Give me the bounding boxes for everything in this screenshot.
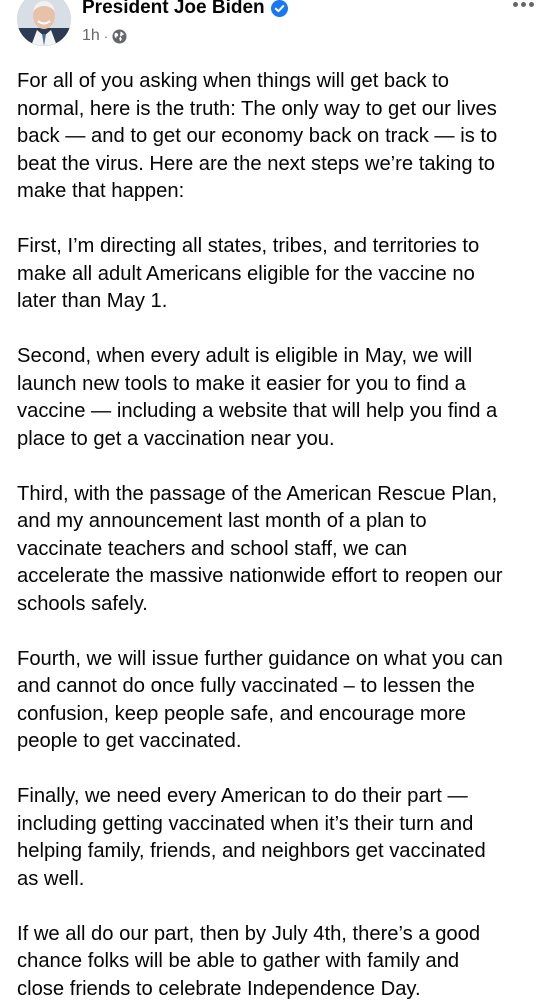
more-options-icon bbox=[521, 2, 526, 7]
post-paragraph: Second, when every adult is eligible in May, we will launch new tools to make it easier for you to find a vaccine — including a website that will help you find a place to get a vaccination near you. bbox=[17, 345, 498, 450]
post-paragraph: Finally, we need every American to do their part — including getting vaccinated when it’s their turn and helping family, friends, and neighbors get vaccinated as well. bbox=[17, 785, 486, 890]
post-paragraph: Third, with the passage of the American Rescue Plan, and my announcement last month of a plan to vaccinate teachers and school staff, we can accelerate the massive nationwide effort to reopen our schools safely. bbox=[17, 482, 503, 615]
post-paragraph: If we all do our part, then by July 4th, there’s a good chance folks will be able to gather with family and close friends to celebrate Independence Day. bbox=[17, 922, 481, 1000]
more-options-icon bbox=[529, 2, 534, 7]
globe-icon[interactable] bbox=[112, 29, 127, 44]
more-options-icon bbox=[513, 2, 518, 7]
avatar-photo-icon bbox=[17, 0, 71, 46]
post-paragraph: For all of you asking when things will get back to normal, here is the truth: The only way to get our lives back — and to get our economy back on track — is to beat the virus. Here are the next steps we’re taking to make that happen: bbox=[17, 70, 498, 202]
post-timestamp[interactable]: 1h bbox=[82, 27, 100, 44]
post-text bbox=[17, 68, 547, 1000]
post-meta bbox=[82, 26, 127, 46]
post-paragraph: Fourth, we will issue further guidance on what you can and cannot do once fully vaccinated – to lessen the confusion, keep people safe, and encourage more people to get vaccinated. bbox=[17, 647, 503, 752]
post-paragraph: First, I’m directing all states, tribes, and territories to make all adult Americans eligible for the vaccine no later than May 1. bbox=[17, 235, 480, 312]
post-header bbox=[0, 0, 560, 56]
verified-badge-icon bbox=[271, 0, 288, 17]
more-options-button[interactable] bbox=[508, 0, 538, 14]
author-name-row bbox=[82, 0, 288, 20]
author-avatar[interactable] bbox=[17, 0, 71, 46]
meta-separator: · bbox=[103, 28, 109, 44]
author-name[interactable]: President Joe Biden bbox=[82, 0, 265, 18]
